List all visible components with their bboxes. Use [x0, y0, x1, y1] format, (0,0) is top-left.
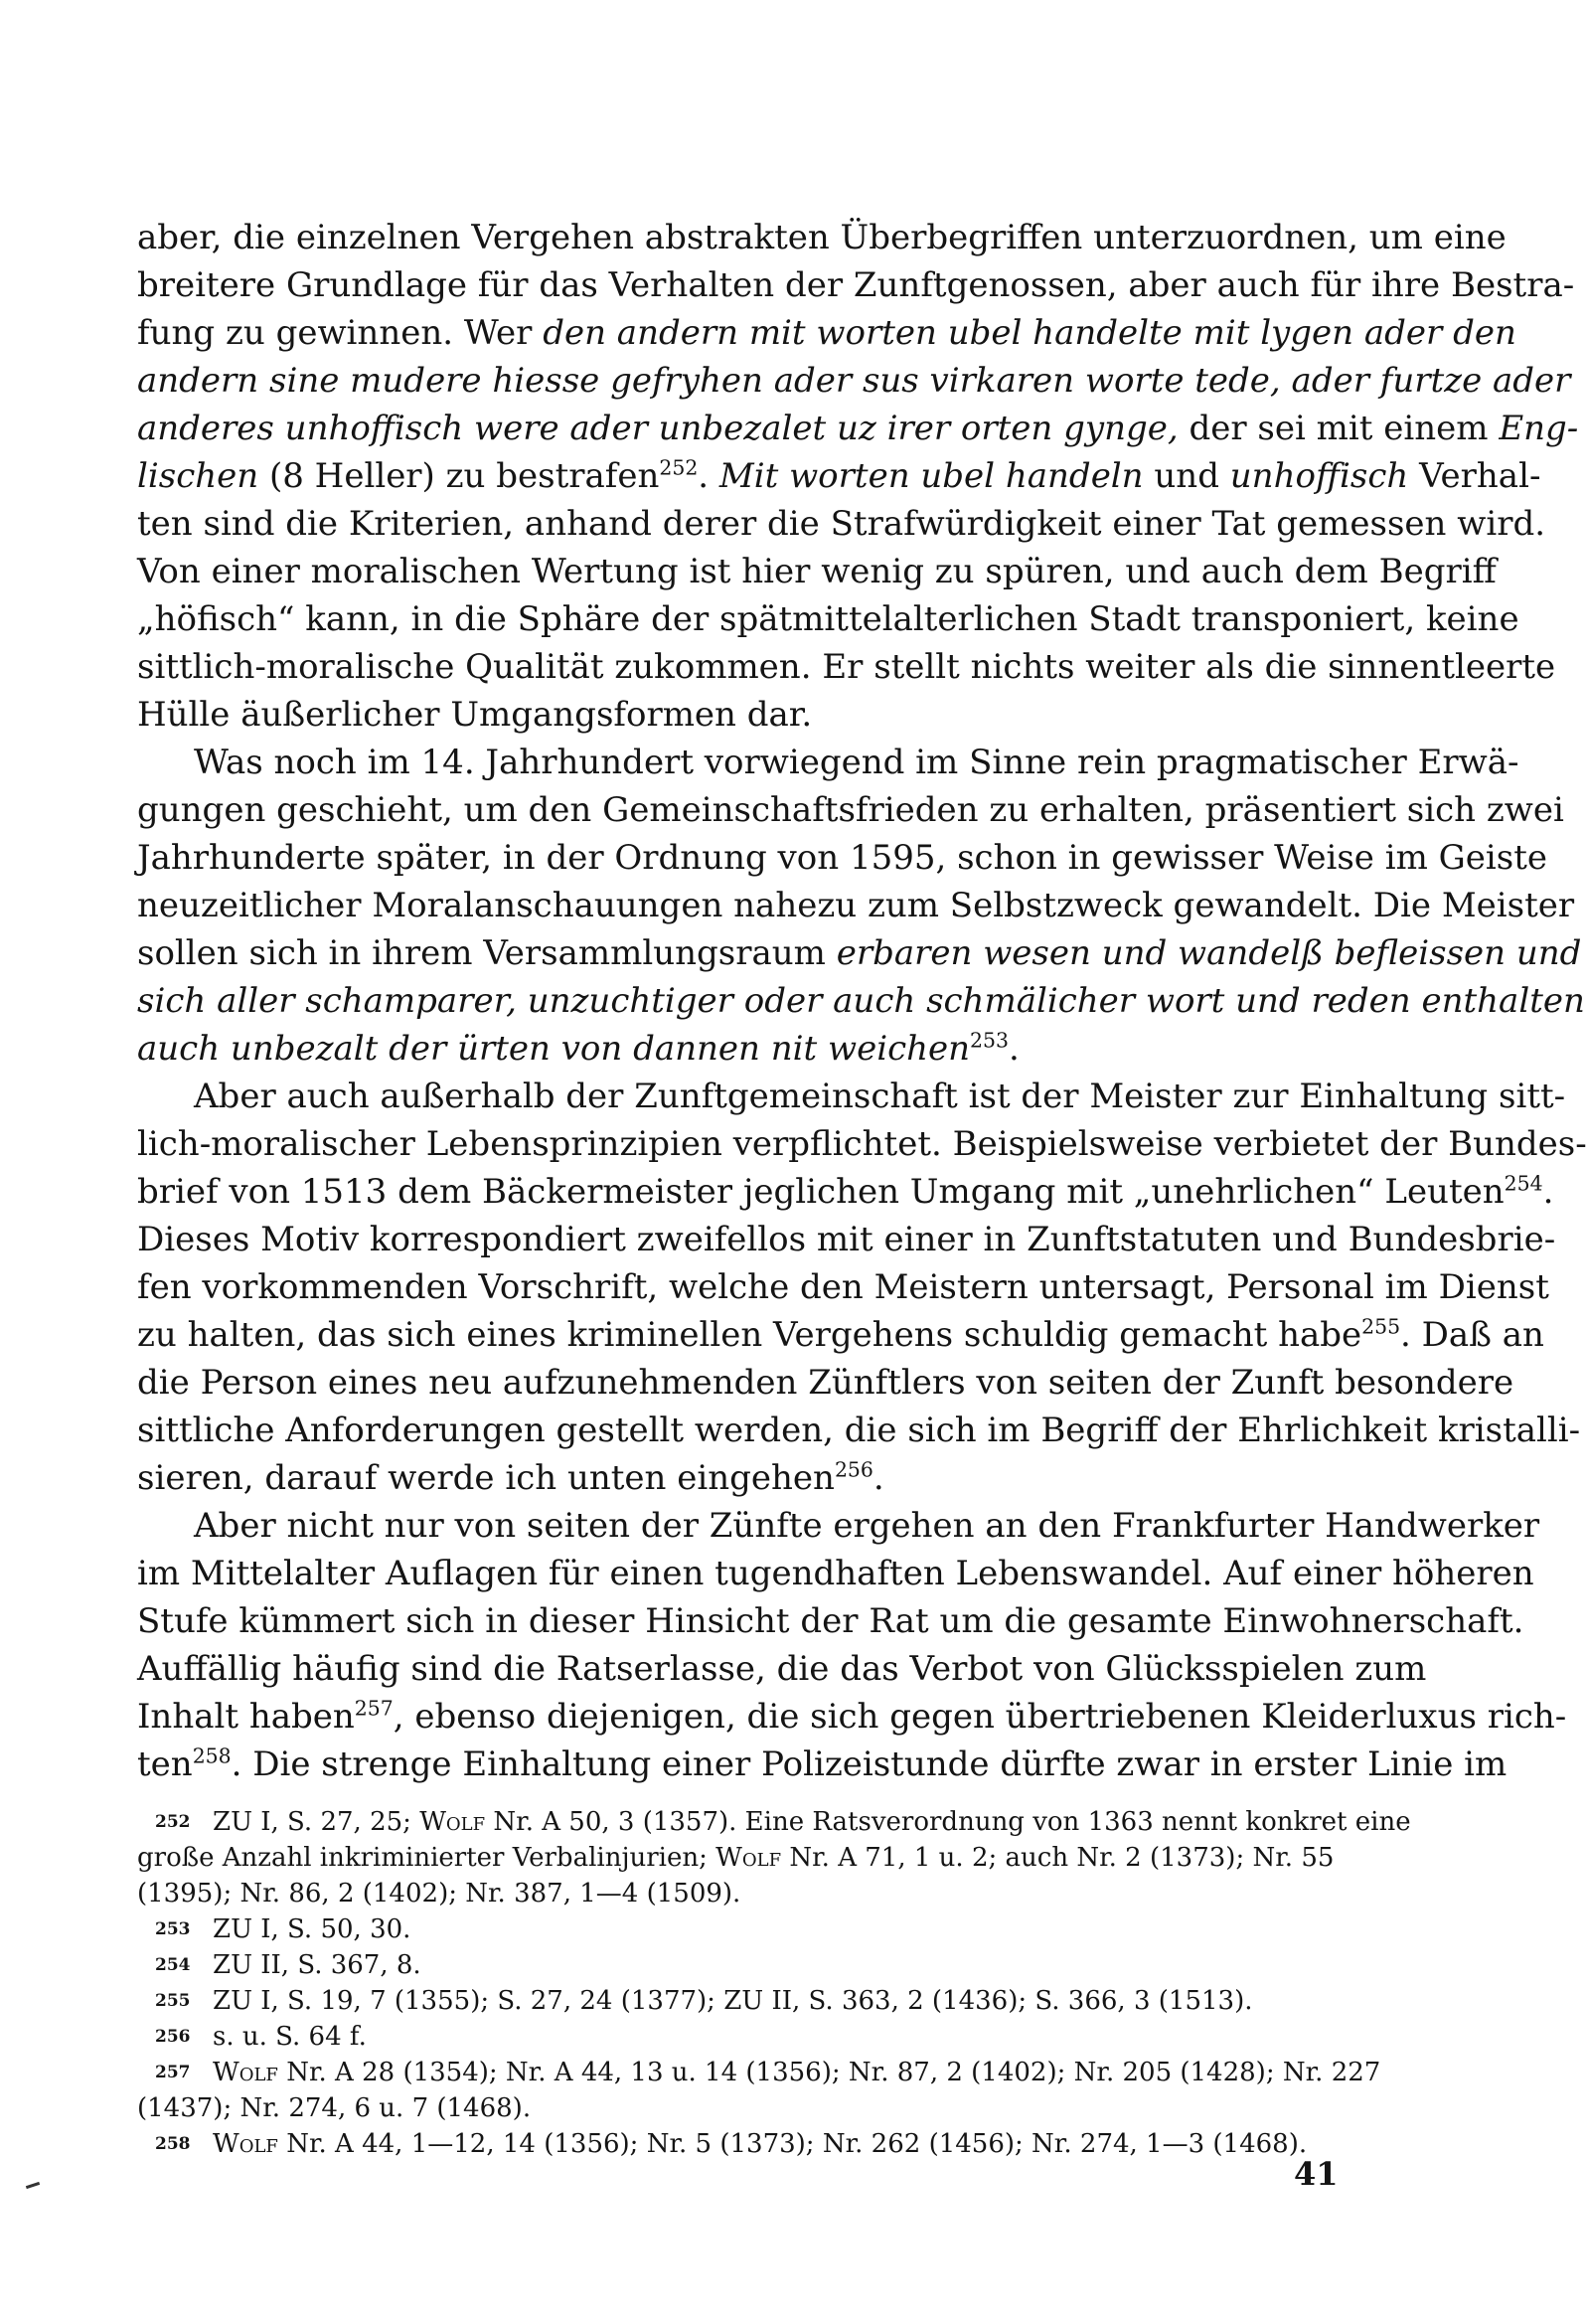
text-run: (1437); Nr. 274, 6 u. 7 (1468). — [137, 2093, 532, 2123]
footnote-number: 253 — [155, 1919, 191, 1939]
text-run: aber, die einzelnen Vergehen abstrakten Überbegriffen unterzuordnen, um eine — [137, 218, 1507, 257]
body-line — [194, 1502, 1540, 1550]
body-line — [137, 1597, 1524, 1645]
footnote-number: 256 — [155, 2027, 191, 2047]
footnote-ref: 252 — [659, 455, 699, 480]
text-run: Hülle äußerlicher Umgangsformen dar. — [137, 695, 813, 735]
body-line — [137, 786, 1564, 834]
text-run: Nr. A 44, 1—12, 14 (1356); Nr. 5 (1373); Nr. 262 (1456); Nr. 274, 1—3 (1468). — [277, 2129, 1308, 2159]
text-run: sollen sich in ihrem Versammlungsraum — [137, 933, 837, 973]
page-number: 41 — [1294, 2155, 1339, 2193]
body-line — [137, 214, 1507, 261]
italic-quote: unhoffisch — [1229, 456, 1409, 496]
footnote-line — [137, 1876, 1330, 1911]
body-line — [137, 691, 1330, 739]
body-line — [137, 1407, 1581, 1454]
body-line — [137, 452, 1541, 500]
body-line — [137, 1025, 1330, 1073]
body-line — [137, 1359, 1514, 1407]
text-run: . Die strenge Einhaltung einer Polizeistunde dürfte zwar in erster Linie im — [231, 1744, 1508, 1784]
text-run: . — [1008, 1029, 1020, 1069]
text-run: zu halten, das sich eines kriminellen Vergehens schuldig gemacht habe — [137, 1315, 1362, 1355]
footnote-number: 255 — [155, 1991, 191, 2011]
author-small-caps: Wolf — [213, 2129, 278, 2159]
footnote-line — [213, 2126, 1330, 2162]
body-line — [137, 1168, 1554, 1216]
text-run: Auffällig häufig sind die Ratserlasse, die das Verbot von Glücksspielen zum — [137, 1649, 1427, 1689]
text-run: ZU I, S. 50, 30. — [213, 1914, 411, 1944]
footnote-ref: 255 — [1361, 1314, 1401, 1339]
text-run: gungen geschieht, um den Gemeinschaftsfrieden zu erhalten, präsentiert sich zwei — [137, 790, 1564, 830]
text-run: sieren, darauf werde ich unten eingehen — [137, 1458, 835, 1498]
body-line — [137, 1645, 1427, 1693]
text-run: und — [1143, 456, 1230, 496]
text-run: Was noch im 14. Jahrhundert vorwiegend im Sinne rein pragmatischer Erwä- — [194, 743, 1519, 782]
footnote-line — [213, 1983, 1330, 2019]
body-line — [137, 309, 1516, 357]
text-run: Jahrhunderte später, in der Ordnung von 1595, schon in gewisser Weise im Geiste — [137, 838, 1548, 878]
text-run: Aber auch außerhalb der Zunftgemeinschaft ist der Meister zur Einhaltung sitt- — [194, 1077, 1566, 1116]
text-run: sittlich-moralische Qualität zukommen. Er stellt nichts weiter als die sinnentleerte — [137, 647, 1556, 687]
text-run: . — [873, 1458, 884, 1498]
author-small-caps: Wolf — [419, 1807, 486, 1837]
body-line — [137, 595, 1519, 643]
body-line — [137, 548, 1497, 595]
italic-quote: lischen — [137, 456, 259, 496]
text-run: ZU II, S. 367, 8. — [213, 1950, 421, 1980]
text-run: im Mittelalter Auflagen für einen tugendhaften Lebenswandel. Auf einer höheren — [137, 1554, 1534, 1593]
author-small-caps: Wolf — [213, 2058, 278, 2087]
text-run: brief von 1513 dem Bäckermeister jeglichen Umgang mit „unehrlichen“ Leuten — [137, 1172, 1505, 1212]
text-run: große Anzahl inkriminierter Verbalinjurien; — [137, 1843, 716, 1873]
body-line — [137, 357, 1571, 405]
text-run: ZU I, S. 19, 7 (1355); S. 27, 24 (1377); ZU II, S. 363, 2 (1436); S. 366, 3 (1513). — [213, 1986, 1253, 2016]
body-line — [137, 1741, 1508, 1788]
body-line — [137, 405, 1579, 452]
body-line — [137, 1263, 1549, 1311]
text-run: ZU I, S. 27, 25; — [213, 1807, 420, 1837]
text-run: . — [1542, 1172, 1554, 1212]
text-run: Dieses Motiv korrespondiert zweifellos mit einer in Zunftstatuten und Bundesbrie- — [137, 1220, 1556, 1259]
text-run: breitere Grundlage für das Verhalten der Zunftgenossen, aber auch für ihre Bestra- — [137, 265, 1575, 305]
body-line — [137, 1693, 1567, 1741]
text-run: ten sind die Kriterien, anhand derer die Strafwürdigkeit einer Tat gemessen wird. — [137, 504, 1546, 544]
footnote-ref: 258 — [192, 1743, 232, 1768]
italic-quote: Eng- — [1499, 409, 1579, 448]
body-line — [137, 834, 1548, 882]
body-line — [194, 739, 1519, 786]
footnote-number: 257 — [155, 2063, 191, 2082]
text-run: , ebenso diejenigen, die sich gegen übertriebenen Kleiderluxus rich- — [393, 1697, 1567, 1737]
body-line — [137, 500, 1546, 548]
body-line — [137, 1550, 1534, 1597]
footnote-line — [213, 2055, 1381, 2090]
body-line — [194, 1073, 1566, 1120]
text-run: Stufe kümmert sich in dieser Hinsicht der Rat um die gesamte Einwohnerschaft. — [137, 1601, 1524, 1641]
body-line — [137, 1311, 1544, 1359]
text-run: (1395); Nr. 86, 2 (1402); Nr. 387, 1—4 (1509). — [137, 1879, 741, 1909]
body-line — [137, 977, 1585, 1025]
text-run: fen vorkommenden Vorschrift, welche den Meistern untersagt, Personal im Dienst — [137, 1267, 1549, 1307]
italic-quote: Mit worten ubel handeln — [718, 456, 1144, 496]
italic-quote: den andern mit worten ubel handelte mit lygen ader den — [543, 313, 1516, 353]
body-line — [137, 1120, 1587, 1168]
footnote-line — [137, 1840, 1335, 1876]
text-run: der sei mit einem — [1178, 409, 1500, 448]
footnote-number: 252 — [155, 1812, 191, 1832]
author-small-caps: Wolf — [715, 1843, 782, 1873]
text-run: Nr. A 28 (1354); Nr. A 44, 13 u. 14 (1356); Nr. 87, 2 (1402); Nr. 205 (1428); Nr. 227 — [277, 2058, 1381, 2087]
text-run: Verhal- — [1408, 456, 1541, 496]
text-run: fung zu gewinnen. Wer — [137, 313, 544, 353]
body-line — [137, 929, 1582, 977]
text-run: „höfisch“ kann, in die Sphäre der spätmittelalterlichen Stadt transponiert, keine — [137, 599, 1519, 639]
text-run: Nr. A 71, 1 u. 2; auch Nr. 2 (1373); Nr. 55 — [781, 1843, 1335, 1873]
text-run: Inhalt haben — [137, 1697, 355, 1737]
footnote-line — [213, 1911, 1330, 1947]
footnote-line — [213, 1804, 1411, 1840]
body-line — [137, 1454, 1330, 1502]
footnote-ref: 256 — [834, 1457, 873, 1482]
text-run: die Person eines neu aufzunehmenden Zünftlers von seiten der Zunft besondere — [137, 1363, 1514, 1403]
text-run: sittliche Anforderungen gestellt werden, die sich im Begriff der Ehrlichkeit kristalli- — [137, 1411, 1581, 1450]
italic-quote: auch unbezalt der ürten von dannen nit weichen — [137, 1029, 971, 1069]
text-run: ten — [137, 1744, 193, 1784]
text-run: . Daß an — [1400, 1315, 1544, 1355]
body-line — [137, 1216, 1556, 1263]
footnote-ref: 253 — [970, 1028, 1009, 1053]
text-run: neuzeitlicher Moralanschauungen nahezu zum Selbstzweck gewandelt. Die Meister — [137, 886, 1575, 925]
body-line — [137, 643, 1556, 691]
footnote-line — [213, 2019, 1330, 2055]
text-run: lich-moralischer Lebensprinzipien verpflichtet. Beispielsweise verbietet der Bundes- — [137, 1124, 1587, 1164]
footnote-line — [213, 1947, 1330, 1983]
body-line — [137, 882, 1575, 929]
footnote-number: 258 — [155, 2134, 191, 2154]
italic-quote: anderes unhoffisch were ader unbezalet uz irer orten gynge, — [137, 409, 1179, 448]
footnote-line — [137, 2090, 1330, 2126]
text-run: (8 Heller) zu bestrafen — [258, 456, 660, 496]
text-run: Aber nicht nur von seiten der Zünfte ergehen an den Frankfurter Handwerker — [194, 1506, 1540, 1546]
margin-mark — [26, 2182, 40, 2189]
italic-quote: erbaren wesen und wandelß befleissen und — [836, 933, 1582, 973]
italic-quote: andern sine mudere hiesse gefryhen ader sus virkaren worte tede, ader furtze ader — [137, 361, 1571, 401]
body-line — [137, 261, 1575, 309]
footnote-ref: 257 — [354, 1696, 394, 1721]
text-run: . — [698, 456, 719, 496]
italic-quote: sich aller schamparer, unzuchtiger oder auch schmälicher wort und reden enthalten — [137, 981, 1585, 1021]
footnote-number: 254 — [155, 1955, 191, 1975]
footnote-ref: 254 — [1504, 1171, 1543, 1196]
text-run: s. u. S. 64 f. — [213, 2022, 367, 2052]
text-run: Von einer moralischen Wertung ist hier wenig zu spüren, und auch dem Begriff — [137, 552, 1497, 591]
text-run: Nr. A 50, 3 (1357). Eine Ratsverordnung von 1363 nennt konkret eine — [485, 1807, 1411, 1837]
